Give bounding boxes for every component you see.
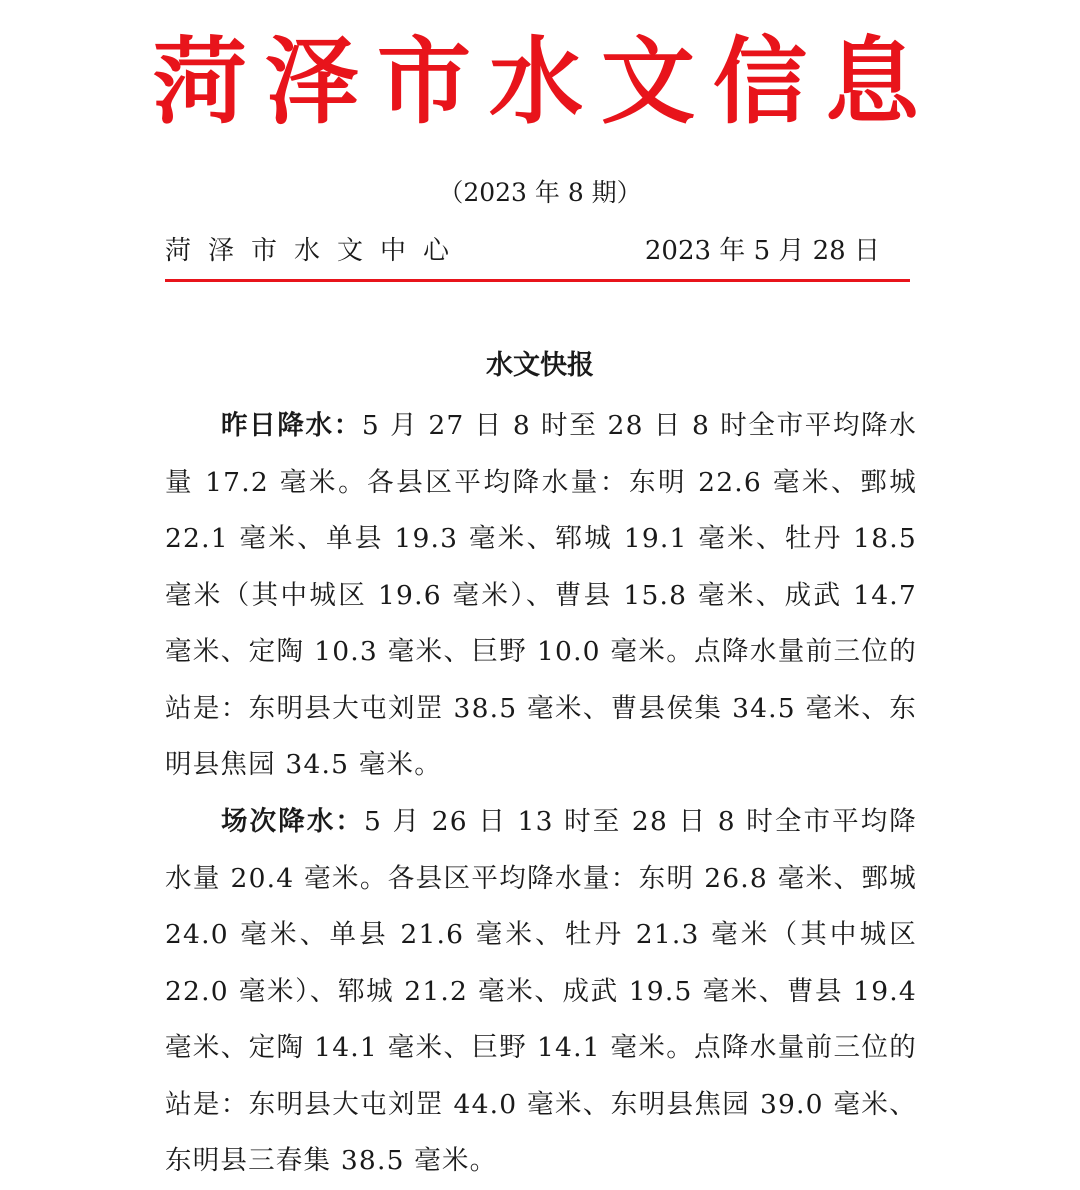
red-divider: [165, 279, 910, 282]
paragraph-body: 5 月 26 日 13 时至 28 日 8 时全市平均降水量 20.4 毫米。各县区平均降水量：东明 26.8 毫米、鄄城 24.0 毫米、单县 21.6 毫米、牡丹 21.3 毫米（其中城区 22.0 毫米）、郓城 21.2 毫米、成武 19.5 毫米、曹县 19.4 毫米、定陶 14.1 毫米、巨野 14.1 毫米。点降水量前三位的站是：东明县大屯刘罡 44.0 毫米、东明县焦园 39.0 毫米、东明县三春集 38.5 毫米。: [165, 806, 918, 1176]
issue-date: 2023 年 5 月 28 日: [644, 236, 880, 266]
paragraph-lead: 昨日降水：: [221, 410, 362, 441]
masthead-title: 菏泽市水文信息: [152, 28, 937, 137]
paragraph-lead: 场次降水：: [221, 806, 365, 837]
issue-number: （2023 年 8 期）: [438, 178, 642, 207]
paragraph-body: 5 月 27 日 8 时至 28 日 8 时全市平均降水量 17.2 毫米。各县区平均降水量：东明 22.6 毫米、鄄城 22.1 毫米、单县 19.3 毫米、郓城 19.1 毫米、牡丹 18.5 毫米（其中城区 19.6 毫米）、曹县 15.8 毫米、成武 14.7 毫米、定陶 10.3 毫米、巨野 10.0 毫米。点降水量前三位的站是：东明县大屯刘罡 38.5 毫米、曹县侯集 34.5 毫米、东明县焦园 34.5 毫米。: [165, 410, 918, 780]
paragraph-yesterday-rainfall: [165, 398, 917, 794]
issuer-name: 菏泽市水文中心: [165, 236, 467, 266]
paragraph-event-rainfall: [165, 794, 917, 1190]
issuer-date-row: [165, 232, 910, 270]
report-title: 水文快报: [486, 350, 594, 381]
